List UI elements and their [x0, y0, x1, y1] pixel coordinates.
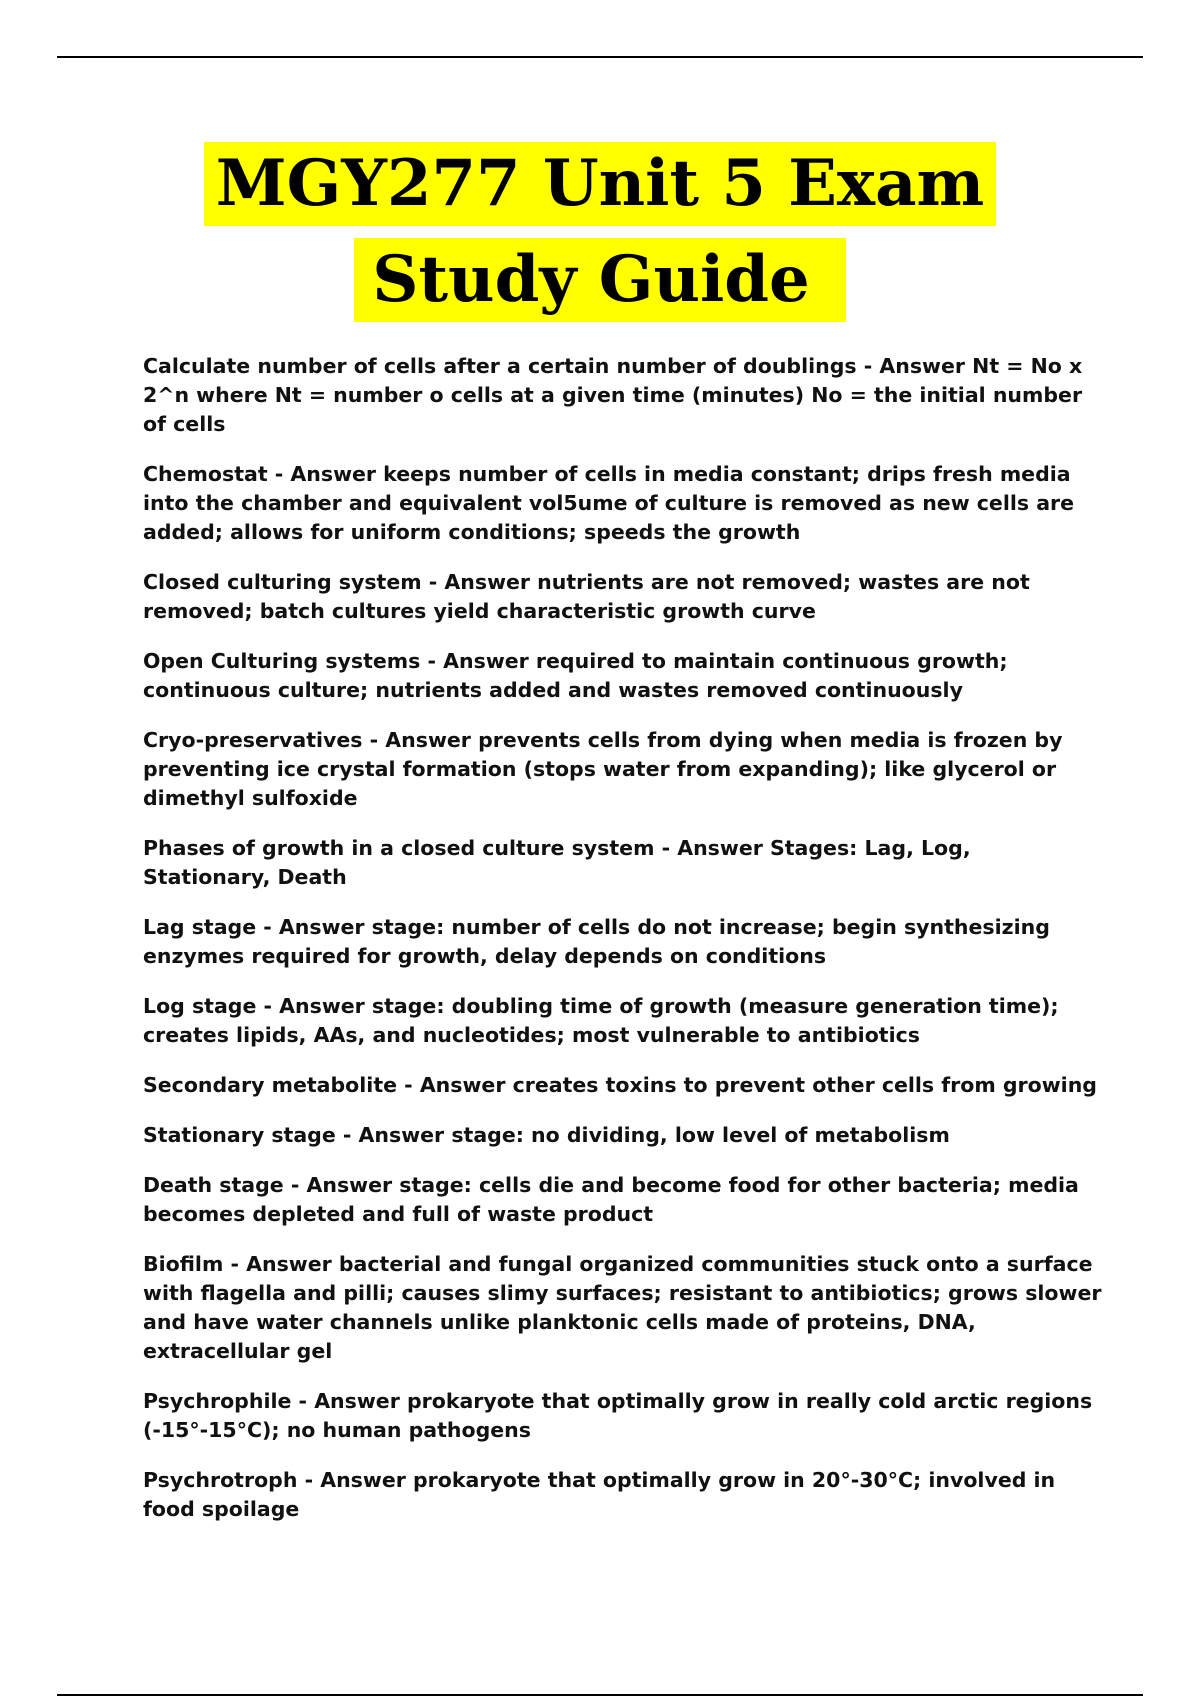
bottom-rule	[57, 1694, 1143, 1696]
title-block	[0, 142, 1200, 322]
entry-chemostat	[143, 460, 1103, 547]
entry-term: Open Culturing systems	[143, 649, 421, 673]
entry-stationary-stage	[143, 1121, 1103, 1150]
entry-growth-phases	[143, 834, 1103, 892]
entry-answer: Nt = No x 2^n where Nt = number o cells at a given time (minutes) No = the initial number of cells	[143, 354, 1083, 436]
entry-term: Death stage	[143, 1173, 284, 1197]
entry-cryo-preservatives	[143, 726, 1103, 813]
entry-separator: - Answer	[362, 728, 479, 752]
entry-separator: - Answer	[420, 649, 536, 673]
entry-answer: Stages: Lag, Log, Stationary, Death	[143, 836, 971, 889]
entry-separator: - Answer	[291, 1389, 407, 1413]
entry-answer: required to maintain continuous growth; continuous culture; nutrients added and wastes removed continuously	[143, 649, 1008, 702]
entry-term: Psychrotroph	[143, 1468, 298, 1492]
entry-cell-doubling	[143, 352, 1103, 439]
entry-separator: - Answer	[654, 836, 770, 860]
entry-open-culturing	[143, 647, 1103, 705]
entry-term: Closed culturing system	[143, 570, 422, 594]
entry-lag-stage	[143, 913, 1103, 971]
entry-term: Biofilm	[143, 1252, 224, 1276]
entry-secondary-metabolite	[143, 1071, 1103, 1100]
title-line-1: MGY277 Unit 5 Exam	[204, 142, 997, 226]
entry-term: Stationary stage	[143, 1123, 336, 1147]
entry-separator: - Answer	[335, 1123, 452, 1147]
entry-answer: creates toxins to prevent other cells from growing	[512, 1073, 1097, 1097]
entry-term: Phases of growth in a closed culture system	[143, 836, 655, 860]
entry-term: Secondary metabolite	[143, 1073, 398, 1097]
title-line-2: Study Guide	[354, 238, 846, 322]
top-rule	[57, 56, 1143, 58]
entry-separator: - Answer	[256, 915, 372, 939]
entry-answer: stage: doubling time of growth (measure generation time); creates lipids, AAs, and nucleotides; most vulnerable to antibiotics	[143, 994, 1059, 1047]
entry-separator: - Answer	[421, 570, 538, 594]
entry-separator: - Answer	[397, 1073, 513, 1097]
entry-closed-culturing	[143, 568, 1103, 626]
entry-answer: bacterial and fungal organized communities stuck onto a surface with flagella and pilli; causes slimy surfaces; resistant to antibiotics; grows slower and have water channels unlike planktonic cells made of proteins, DNA, extracellular gel	[143, 1252, 1102, 1363]
entry-log-stage	[143, 992, 1103, 1050]
entry-term: Cryo-preservatives	[143, 728, 363, 752]
entry-psychrophile	[143, 1387, 1103, 1445]
study-guide-entries	[143, 352, 1103, 1545]
entry-separator: - Answer	[856, 354, 973, 378]
entry-separator: - Answer	[256, 994, 372, 1018]
entry-answer: keeps number of cells in media constant; drips fresh media into the chamber and equivalent vol5ume of culture is removed as new cells are added; allows for uniform conditions; speeds the growth	[143, 462, 1075, 544]
entry-answer: nutrients are not removed; wastes are not removed; batch cultures yield characteristic growth curve	[143, 570, 1030, 623]
entry-term: Calculate number of cells after a certain number of doublings	[143, 354, 857, 378]
entry-answer: stage: number of cells do not increase; begin synthesizing enzymes required for growth, delay depends on conditions	[143, 915, 1050, 968]
entry-psychrotroph	[143, 1466, 1103, 1524]
entry-answer: prevents cells from dying when media is frozen by preventing ice crystal formation (stops water from expanding); like glycerol or dimethyl sulfoxide	[143, 728, 1063, 810]
entry-biofilm	[143, 1250, 1103, 1366]
entry-separator: - Answer	[297, 1468, 413, 1492]
entry-answer: stage: cells die and become food for other bacteria; media becomes depleted and full of waste product	[143, 1173, 1079, 1226]
entry-term: Psychrophile	[143, 1389, 292, 1413]
entry-term: Chemostat	[143, 462, 268, 486]
entry-separator: - Answer	[267, 462, 384, 486]
entry-separator: - Answer	[223, 1252, 339, 1276]
entry-term: Lag stage	[143, 915, 257, 939]
entry-separator: - Answer	[283, 1173, 400, 1197]
entry-death-stage	[143, 1171, 1103, 1229]
entry-term: Log stage	[143, 994, 257, 1018]
entry-answer: stage: no dividing, low level of metabolism	[451, 1123, 950, 1147]
entry-answer: prokaryote that optimally grow in really cold arctic regions (-15°-15°C); no human pathogens	[143, 1389, 1093, 1442]
entry-answer: prokaryote that optimally grow in 20°-30°C; involved in food spoilage	[143, 1468, 1056, 1521]
